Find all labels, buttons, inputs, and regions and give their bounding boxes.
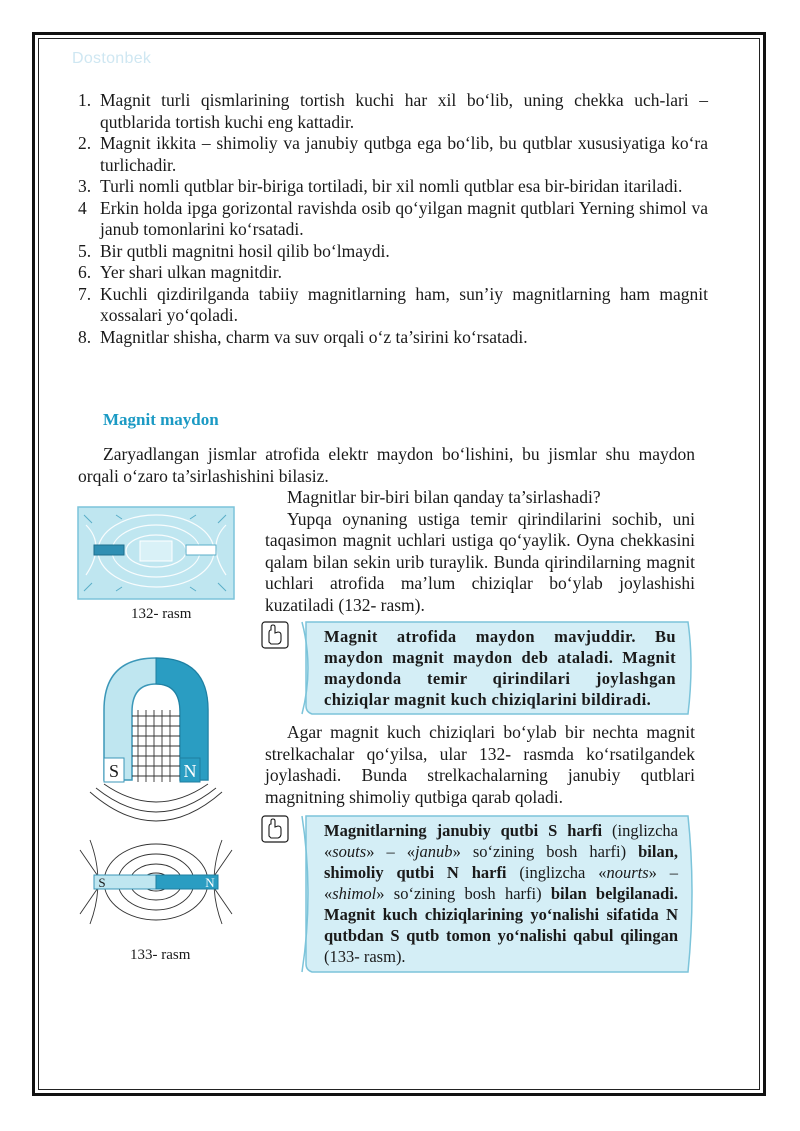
bar-pole-n-label: N <box>205 875 215 890</box>
figure-132-caption: 132- rasm <box>131 606 192 622</box>
figure-133-field-lines <box>76 650 236 940</box>
pole-s-label: S <box>108 761 120 781</box>
question-line: Magnitlar bir-biri bilan qanday ta’sirlashadi? <box>287 487 601 507</box>
magnet-properties-list <box>78 90 708 348</box>
list-item: 1. Magnit turli qismlarining tortish kuchi har xil bo‘lib, uning chekka uch-lari – qutblarida tortish kuchi eng kattadir. <box>78 90 708 132</box>
figure-132-iron-filings <box>76 505 236 601</box>
experiment-text: Yupqa oynaning ustiga temir qirindilarini sochib, uni taqasimon magnit uchlari ustiga qo‘yaylik. Oyna chekkasini qalam bilan sekin urib turaylik. Bunda qirindilarning magnit uchlari atrofida ma’lum chiziqlar bo‘ylab joylashishi kuzatiladi (132- rasm). <box>265 508 695 615</box>
watermark: Dostonbek <box>72 50 152 67</box>
note-2-text: Magnitlarning janubiy qutbi S harfi (inglizcha «souts» – «janub» so‘zining bosh harfi) bilan, shimoliy qutbi N harfi (inglizcha «nourts» – «shimol» so‘zining bosh harfi) bilan belgilanadi. Magnit kuch chiziqlarining yo‘nalishi sifatida N qutbdan S qutb tomon yo‘nalishi qabul qilingan (133- rasm). <box>324 821 679 966</box>
list-item: 3. Turli nomli qutblar bir-biriga tortiladi, bir xil nomli qutblar esa bir-biridan itariladi. <box>78 176 683 196</box>
pole-n-label: N <box>183 761 197 781</box>
bar-pole-s-label: S <box>98 875 106 890</box>
pointing-hand-icon <box>262 622 288 648</box>
note-1-text: Magnit atrofida maydon mavjuddir. Bu maydon magnit maydon deb ataladi. Magnit maydonda temir qirindilari joylashgan chiziqlar magnit kuch chiziqlarini bildiradi. <box>324 627 676 709</box>
list-item: 2. Magnit ikkita – shimoliy va janubiy qutbga ega bo‘lib, bu qutblar xususiyatiga ko‘ra turlichadir. <box>78 133 708 175</box>
list-item: 5. Bir qutbli magnitni hosil qilib bo‘lmaydi. <box>78 240 390 261</box>
pointing-hand-icon <box>262 816 288 842</box>
list-item: 7. Kuchli qizdirilganda tabiiy magnitlarning ham, sun’iy magnitlarning ham magnit xossalari yo‘qoladi. <box>78 283 708 325</box>
list-item: 8. Magnitlar shisha, charm va suv orqali o‘z ta’sirini ko‘rsatadi. <box>78 326 528 347</box>
compass-paragraph: Agar magnit kuch chiziqlari bo‘ylab bir nechta magnit strelkachalar qo‘yilsa, ular 132- rasmda ko‘rsatilgandek joylashadi. Bunda strelkachalarning janubiy qutblari magnitning shimoliy qutbiga qarab qoladi. <box>265 722 695 807</box>
figure-133-caption: 133- rasm <box>130 947 191 963</box>
list-item: 4 Erkin holda ipga gorizontal ravishda osib qo‘yilgan magnit qutblari Yerning shimol va janub tomonlarini ko‘rsatadi. <box>78 197 708 239</box>
intro-paragraph: Zaryadlangan jismlar atrofida elektr maydon bo‘lishini, bu jismlar shu maydon orqali o‘zaro ta’sirlashishini bilasiz. <box>78 444 695 486</box>
section-heading: Magnit maydon <box>103 410 219 429</box>
experiment-paragraph <box>265 487 695 616</box>
list-item: 6. Yer shari ulkan magnitdir. <box>78 262 282 282</box>
